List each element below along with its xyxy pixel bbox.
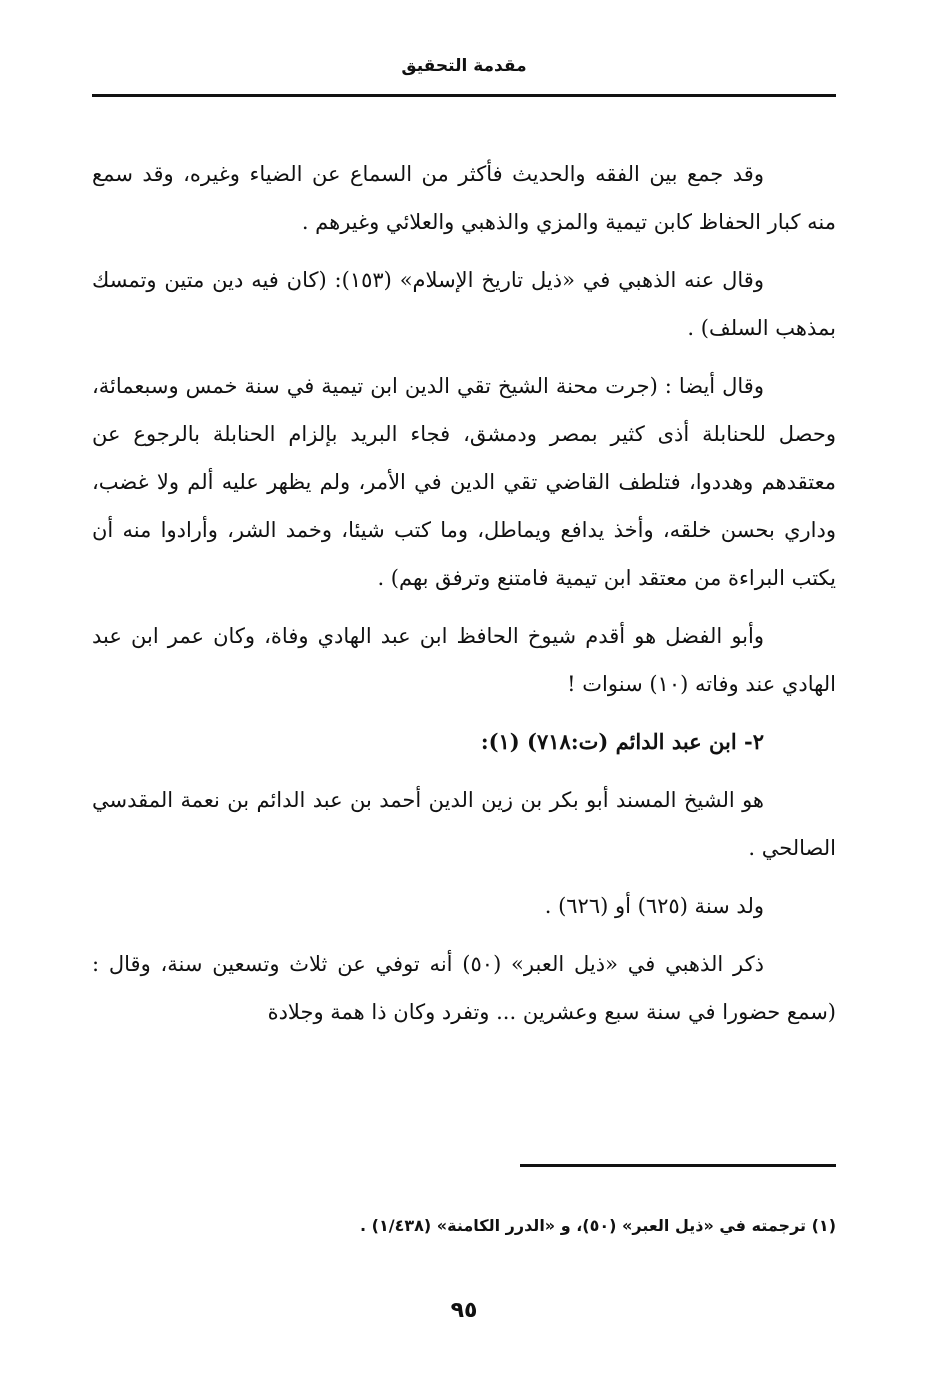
footnote-rule bbox=[520, 1164, 836, 1167]
body-text bbox=[92, 150, 836, 1046]
paragraph-abu-al-fadl: وأبو الفضل هو أقدم شيوخ الحافظ ابن عبد الهادي وفاة، وكان عمر ابن عبد الهادي عند وفاته (١٠) سنوات ! bbox=[92, 624, 836, 696]
paragraph-birth: ولد سنة (٦٢٥) أو (٦٢٦) . bbox=[544, 894, 764, 918]
header-rule bbox=[92, 94, 836, 97]
footnote: (١) ترجمته في «ذيل العبر» (٥٠)، و «الدرر الكامنة» (١/٤٣٨) . bbox=[360, 1216, 836, 1235]
paragraph-mihna: وقال أيضا : (جرت محنة الشيخ تقي الدين ابن تيمية في سنة خمس وسبعمائة، وحصل للحنابلة أذى كثير بمصر ودمشق، فجاء البريد بإلزام الحنابلة بالرجوع عن معتقدهم وهددوا، فتلطف القاضي تقي الدين في الأمر، ولم يظهر عليه ألم ولا غضب، وداري بحسن خلقه، وأخذ يدافع ويماطل، وما كتب شيئا، وخمد الشر، وأرادوا منه أن يكتب البراءة من معتقد ابن تيمية فامتنع وترفق بهم) . bbox=[92, 374, 836, 590]
paragraph-scholars: وقد جمع بين الفقه والحديث فأكثر من السماع عن الضياء وغيره، وقد سمع منه كبار الحفاظ كابن تيمية والمزي والذهبي والعلائي وغيرهم . bbox=[92, 162, 836, 234]
paragraph-dhahabi-quote: وقال عنه الذهبي في «ذيل تاريخ الإسلام» (١٥٣): (كان فيه دين متين وتمسك بمذهب السلف) . bbox=[92, 268, 836, 340]
running-header: مقدمة التحقيق bbox=[401, 56, 527, 76]
paragraph-biography: هو الشيخ المسند أبو بكر بن زين الدين أحمد بن عبد الدائم بن نعمة المقدسي الصالحي . bbox=[92, 788, 836, 860]
paragraph-death: ذكر الذهبي في «ذيل العبر» (٥٠) أنه توفي عن ثلاث وتسعين سنة، وقال : (سمع حضورا في سنة سبع وعشرين ... وتفرد وكان ذا همة وجلادة bbox=[92, 952, 836, 1024]
page-number: ٩٥ bbox=[450, 1298, 478, 1323]
section-heading-ibn-abd-al-daim: ٢- ابن عبد الدائم (ت:٧١٨) (١): bbox=[480, 729, 764, 754]
